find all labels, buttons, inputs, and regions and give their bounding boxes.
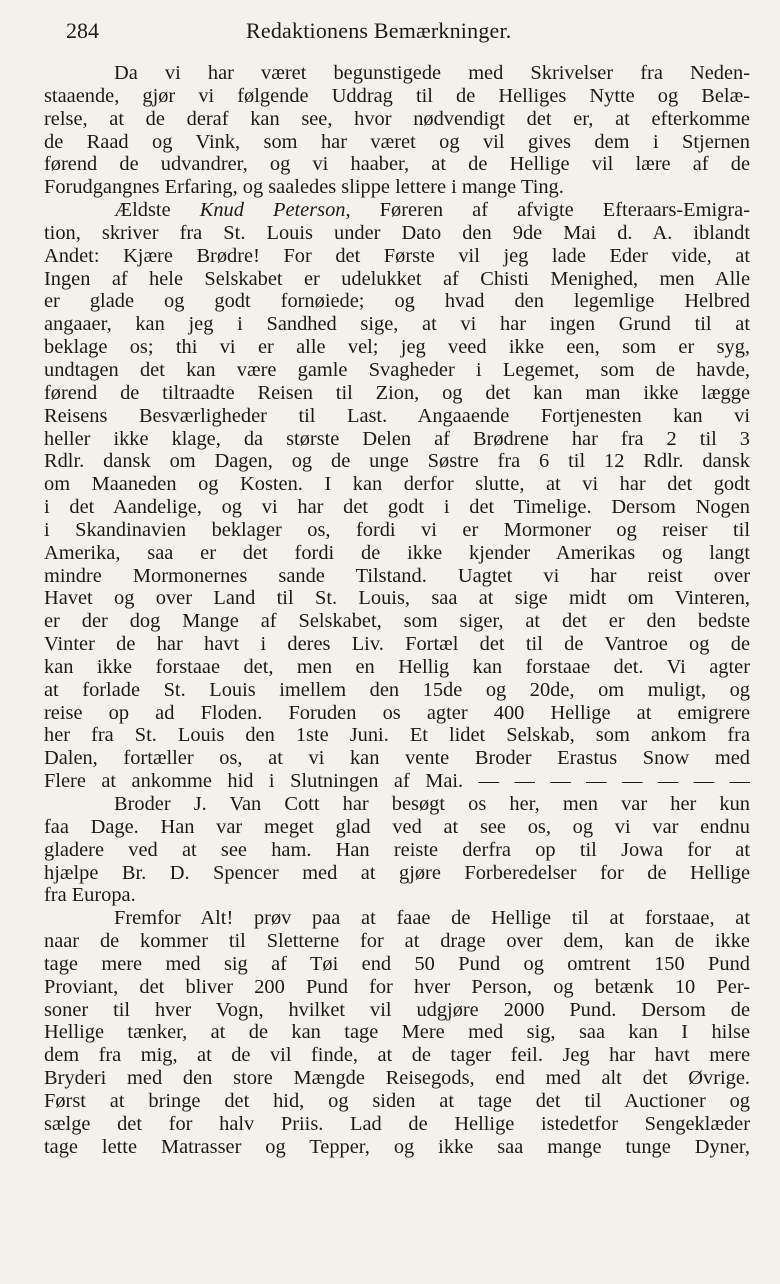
text-line: tage lette Matrasser og Tepper, og ikke saa mange tunge Dyner, [44, 1135, 750, 1158]
text-line: heller ikke klage, da største Delen af Brødrene har fra 2 til 3 [44, 427, 750, 450]
text-line: angaaer, kan jeg i Sandhed sige, at vi har ingen Grund til at [44, 313, 750, 336]
paragraph-1 [44, 62, 750, 199]
text-line: Rdlr. dansk om Dagen, og de unge Søstre fra 6 til 12 Rdlr. dansk [44, 450, 750, 473]
text-line: Bryderi med den store Mængde Reisegods, end med alt det Øvrige. [44, 1067, 750, 1090]
text-line: tion, skriver fra St. Louis under Dato den 9de Mai d. A. iblandt [44, 221, 750, 244]
text-line: Havet og over Land til St. Louis, saa at sige midt om Vinteren, [44, 587, 750, 610]
text-line: Broder J. Van Cott har besøgt os her, men var her kun [114, 793, 750, 815]
text-line: undtagen det kan være gamle Svagheder i Legemet, som de havde, [44, 358, 750, 381]
text-line: staaende, gjør vi følgende Uddrag til de Helliges Nytte og Belæ- [44, 84, 750, 107]
text-line: Ingen af hele Selskabet er udelukket af Chisti Menighed, men Alle [44, 267, 750, 290]
text-line: om Maaneden og Kosten. I kan derfor slutte, at vi har det godt [44, 473, 750, 496]
text-line [44, 199, 750, 222]
text-line: i det Aandelige, og vi har det godt i det Timelige. Dersom Nogen [44, 496, 750, 519]
line-rest-text: , Føreren af afvigte Efteraars-Emigra- [345, 199, 750, 222]
text-line: Fremfor Alt! prøv paa at faae de Hellige til at forstaae, at [114, 907, 750, 930]
text-line: er der dog Mange af Selskabet, som siger, at det er den bedste [44, 610, 750, 633]
line-start-text: Ældste [114, 199, 200, 222]
text-line: førend de udvandrer, og vi haaber, at de Hellige vil lære af de [44, 153, 750, 176]
text-line: dem fra mig, at de vil finde, at de tager feil. Jeg har havt mere [44, 1044, 750, 1067]
text-line: Reisens Besværligheder til Last. Angaaende Fortjenesten kan vi [44, 404, 750, 427]
text-line: soner til hver Vogn, hvilket vil udgjøre 2000 Pund. Dersom de [44, 998, 750, 1021]
text-line: naar de kommer til Sletterne for at drage over dem, kan de ikke [44, 930, 750, 953]
paragraph-2 [44, 199, 750, 793]
text-line: Vinter de har havt i deres Liv. Fortæl det til de Vantroe og de [44, 633, 750, 656]
text-line: Dalen, fortæller os, at vi kan vente Broder Erastus Snow med [44, 747, 750, 770]
text-line: Da vi har været begunstigede med Skrivelser fra Neden- [114, 62, 750, 84]
text-line: Hellige tænker, at de kan tage Mere med sig, saa kan I hilse [44, 1021, 750, 1044]
paragraph-3 [44, 793, 750, 907]
text-line: Andet: Kjære Brødre! For det Første vil jeg lade Eder vide, at [44, 244, 750, 267]
text-line: at forlade St. Louis imellem den 15de og 20de, om muligt, og [44, 678, 750, 701]
text-line: tage mere med sig af Tøi end 50 Pund og omtrent 150 Pund [44, 952, 750, 975]
text-line: de Raad og Vink, som har været og vil gives dem i Stjernen [44, 130, 750, 153]
text-line: faa Dage. Han var meget glad ved at see os, og vi var endnu [44, 815, 750, 838]
text-line: er glade og godt fornøiede; og hvad den legemlige Helbred [44, 290, 750, 313]
text-line: førend de tiltraadte Reisen til Zion, og det kan man ikke lægge [44, 381, 750, 404]
text-line: i Skandinavien beklager os, fordi vi er Mormoner og reiser til [44, 518, 750, 541]
text-line: gladere ved at see ham. Han reiste derfra op til Jowa for at [44, 838, 750, 861]
text-line: kan ikke forstaae det, men en Hellig kan forstaae det. Vi agter [44, 655, 750, 678]
text-line: relse, at de deraf kan see, hvor nødvendigt det er, at efterkomme [44, 107, 750, 130]
text-line: sælge det for halv Priis. Lad de Hellige istedetfor Sengeklæder [44, 1112, 750, 1135]
text-line: Flere at ankomme hid i Slutningen af Mai. — — — — — — — — [44, 770, 750, 793]
running-title: Redaktionens Bemærkninger. [246, 18, 512, 43]
text-line: Forudgangnes Erfaring, og saaledes slippe lettere i mange Ting. [44, 176, 564, 199]
page-number: 284 [66, 18, 99, 43]
text-line: fra Europa. [44, 884, 136, 907]
text-line: hjælpe Br. D. Spencer med at gjøre Forberedelser for de Hellige [44, 861, 750, 884]
body-text [44, 62, 750, 1159]
text-line: Først at bringe det hid, og siden at tage det til Auctioner og [44, 1089, 750, 1112]
text-line: Proviant, det bliver 200 Pund for hver Person, og betænk 10 Per- [44, 975, 750, 998]
text-line: mindre Mormonernes sande Tilstand. Uagtet vi har reist over [44, 564, 750, 587]
text-line: reise op ad Floden. Foruden os agter 400 Hellige at emigrere [44, 701, 750, 724]
page-header [66, 14, 736, 48]
text-line: beklage os; thi vi er alle vel; jeg veed ikke een, som er syg, [44, 336, 750, 359]
text-line: Amerika, saa er det fordi de ikke kjender Amerikas og langt [44, 541, 750, 564]
paragraph-4 [44, 907, 750, 1158]
author-name: Knud Peterson [199, 199, 346, 222]
text-line: her fra St. Louis den 1ste Juni. Et lidet Selskab, som ankom fra [44, 724, 750, 747]
